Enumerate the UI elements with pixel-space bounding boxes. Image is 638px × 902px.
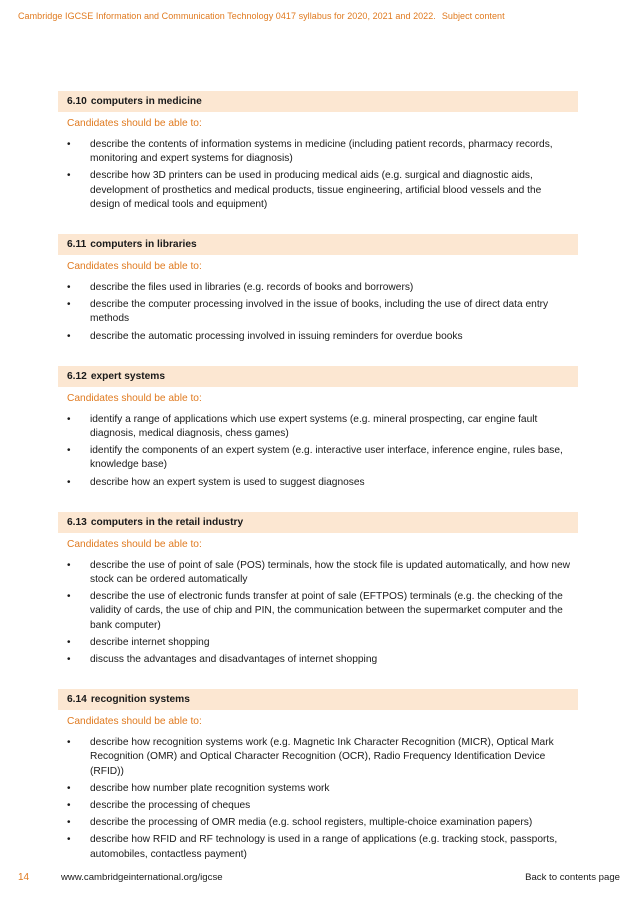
- website-url[interactable]: www.cambridgeinternational.org/igcse: [61, 872, 223, 883]
- objective-list: [58, 413, 578, 490]
- list-item: [58, 138, 578, 166]
- bullet-icon: •: [67, 170, 71, 182]
- list-item: [58, 816, 578, 830]
- list-item-text: identify a range of applications which use expert systems (e.g. mineral prospecting, car engine fault diagnosis, medical diagnosis, chess games): [90, 413, 538, 440]
- list-item-text: describe how RFID and RF technology is used in a range of applications (e.g. tracking stock, passports, automobiles, contactless payment): [90, 834, 558, 860]
- section-number: 6.11: [67, 239, 87, 251]
- list-item-text: describe the contents of information systems in medicine (including patient records, pharmacy records, monitoring and expert systems for diagnosis): [90, 139, 553, 165]
- list-item-text: describe how number plate recognition systems work: [90, 782, 330, 794]
- list-item: [58, 330, 578, 344]
- bullet-icon: •: [67, 445, 71, 457]
- section-heading: [58, 512, 578, 533]
- bullet-icon: •: [67, 591, 71, 603]
- section-heading: [58, 91, 578, 112]
- back-to-contents-link[interactable]: Back to contents page: [525, 872, 620, 883]
- list-item-text: describe the processing of cheques: [90, 800, 251, 812]
- section-heading: [58, 234, 578, 255]
- list-item-text: discuss the advantages and disadvantages of internet shopping: [90, 654, 378, 666]
- list-item-text: describe the files used in libraries (e.g. records of books and borrowers): [90, 282, 414, 294]
- list-item: [58, 590, 578, 633]
- section-6-10: [58, 91, 578, 212]
- bullet-icon: •: [67, 782, 71, 794]
- section-6-14: [58, 689, 578, 862]
- list-item: [58, 298, 578, 326]
- section-title: recognition systems: [90, 694, 190, 706]
- section-6-11: [58, 234, 578, 344]
- bullet-icon: •: [67, 817, 71, 829]
- bullet-icon: •: [67, 800, 71, 812]
- bullet-icon: •: [67, 834, 71, 846]
- section-lead: Candidates should be able to:: [67, 118, 202, 129]
- list-item-text: describe internet shopping: [90, 636, 210, 648]
- list-item-text: describe the computer processing involved in the issue of books, including the use of direct data entry methods: [90, 299, 549, 325]
- list-item-text: describe the automatic processing involved in issuing reminders for overdue books: [90, 330, 463, 342]
- objective-list: [58, 281, 578, 344]
- section-heading: [58, 689, 578, 710]
- section-title: expert systems: [90, 370, 166, 382]
- list-item: [58, 636, 578, 650]
- list-item: [58, 782, 578, 796]
- section-title: computers in the retail industry: [90, 516, 244, 528]
- list-item-text: identify the components of an expert system (e.g. interactive user interface, inference engine, rules base, knowledge base): [90, 445, 563, 471]
- section-lead: Candidates should be able to:: [67, 392, 202, 404]
- list-item: [58, 169, 578, 212]
- list-item-text: describe how an expert system is used to suggest diagnoses: [90, 476, 365, 488]
- syllabus-content: [58, 91, 578, 884]
- bullet-icon: •: [67, 476, 71, 488]
- list-item: [58, 799, 578, 813]
- section-number: 6.13: [67, 516, 87, 528]
- bullet-icon: •: [67, 654, 71, 666]
- running-title: Cambridge IGCSE Information and Communication Technology 0417 syllabus for 2020, 2021 and 2022.: [18, 11, 436, 21]
- list-item-text: describe the processing of OMR media (e.g. school registers, multiple-choice examination papers): [90, 817, 533, 829]
- running-section: Subject content: [441, 11, 505, 21]
- list-item: [58, 653, 578, 667]
- list-item-text: describe the use of point of sale (POS) terminals, how the stock file is updated automatically, and how new stock can be ordered automatically: [90, 559, 571, 586]
- section-title: computers in medicine: [90, 96, 202, 107]
- bullet-icon: •: [67, 636, 71, 648]
- list-item: [58, 833, 578, 861]
- list-item: [58, 559, 578, 587]
- bullet-icon: •: [67, 737, 71, 749]
- running-header: [18, 11, 505, 21]
- list-item: [58, 736, 578, 779]
- section-lead: Candidates should be able to:: [67, 261, 202, 273]
- section-6-12: [58, 366, 578, 490]
- list-item-text: describe how 3D printers can be used in producing medical aids (e.g. surgical and diagnostic aids, development of prosthetics and medical products, tissue engineering, artificial blood vessels and the design of medical tools and equipment): [90, 170, 542, 210]
- objective-list: [58, 138, 578, 212]
- bullet-icon: •: [67, 139, 71, 150]
- bullet-icon: •: [67, 559, 71, 571]
- list-item: [58, 476, 578, 490]
- section-lead: Candidates should be able to:: [67, 538, 202, 550]
- bullet-icon: •: [67, 330, 71, 342]
- bullet-icon: •: [67, 282, 71, 294]
- section-number: 6.10: [67, 96, 87, 107]
- bullet-icon: •: [67, 299, 71, 311]
- list-item-text: describe the use of electronic funds transfer at point of sale (EFTPOS) terminals (e.g. the checking of the validity of cards, the use of chip and PIN, the communication between the supermarket computer and the bank computer): [90, 591, 563, 631]
- section-number: 6.12: [67, 370, 87, 382]
- section-6-13: [58, 512, 578, 667]
- section-title: computers in libraries: [90, 239, 197, 251]
- list-item: [58, 281, 578, 295]
- list-item: [58, 413, 578, 441]
- bullet-icon: •: [67, 413, 71, 425]
- section-heading: [58, 366, 578, 387]
- section-number: 6.14: [67, 694, 87, 706]
- objective-list: [58, 559, 578, 667]
- list-item-text: describe how recognition systems work (e.g. Magnetic Ink Character Recognition (MICR), Optical Mark Recognition (OMR) and Optical Character Recognition (OCR), Radio Frequency Identification Device (RFID)): [90, 737, 554, 777]
- page-number: 14: [18, 872, 30, 883]
- objective-list: [58, 736, 578, 862]
- section-lead: Candidates should be able to:: [67, 716, 202, 728]
- list-item: [58, 444, 578, 472]
